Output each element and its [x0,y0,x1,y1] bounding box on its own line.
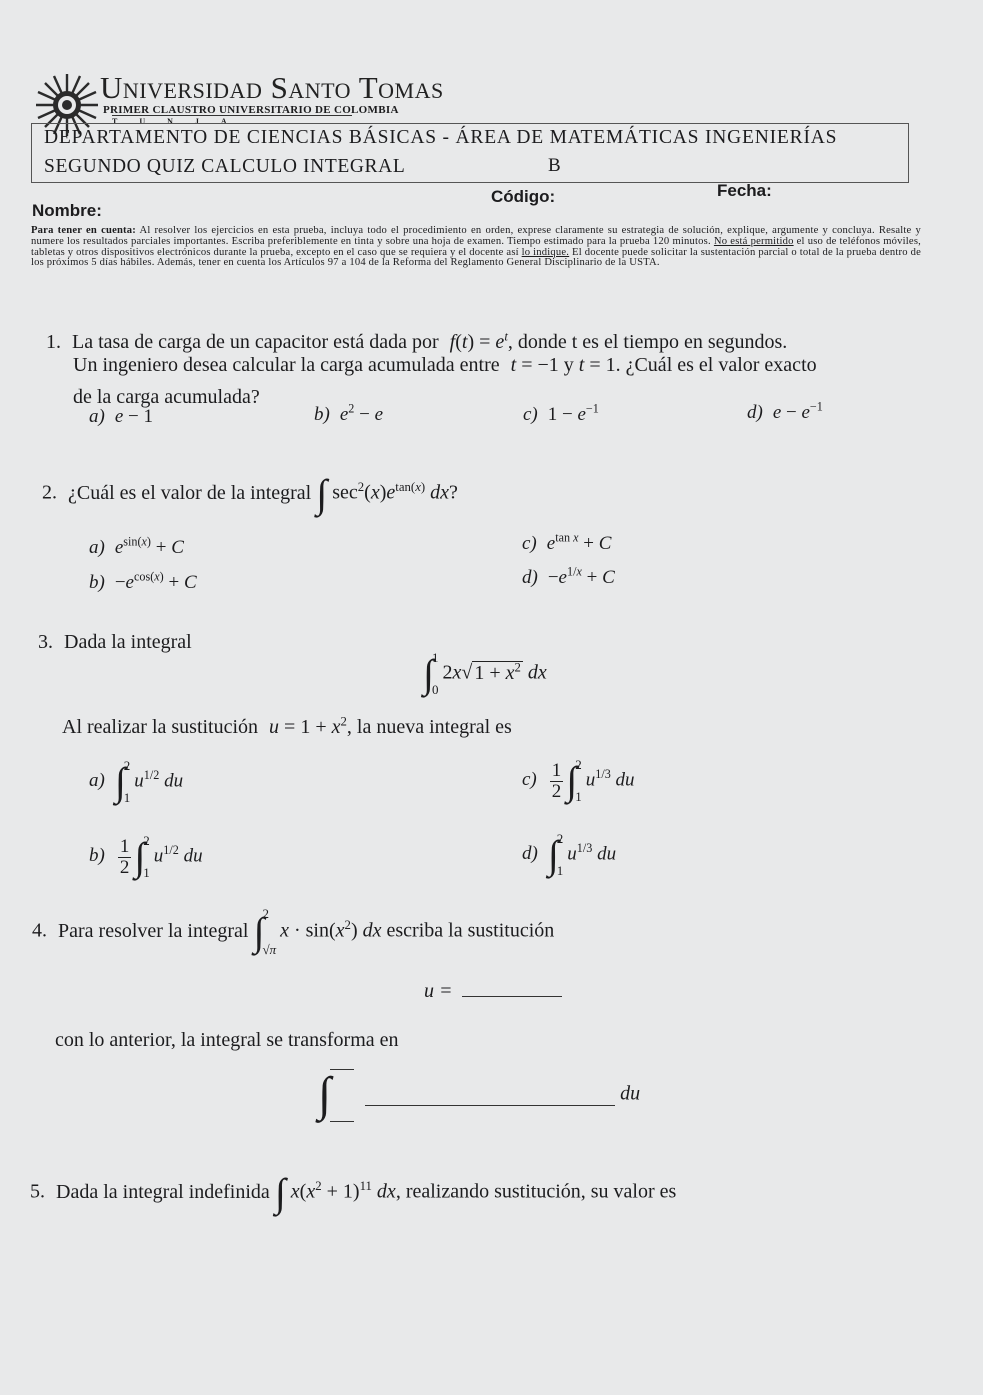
instructions [31,226,921,269]
q2-option-a: a) $e^{sin(x)} + C$ [89,534,184,558]
q3-option-c: c) $\frac{1}{2}$ ∫ 2 1 $u^{1/3}$ du [522,757,635,804]
q5-number: 5. [30,1180,45,1203]
q4-text-a: Para resolver la integral [58,919,249,942]
code-label: Código: [491,187,556,206]
q5-line-1: 5. Dada la integral indefinida ∫ $x(x^2 + 1)^{11}$ dx, realizando sustitución, su valor es [30,1170,677,1215]
q1-line-1: 1. La tasa de carga de un capacitor está dada por $f(t) = e^t$, donde t es el tiempo en segundos. [46,329,788,353]
instructions-text-2: el uso de teléfonos móviles, tabletas y otros dispositivos electrónicos durante la prueba, excepto en el caso que se requiera y el docente así [31,235,921,258]
q2-option-b: $b) -e^{cos(x)} + C$ [89,569,197,593]
q4-line-2: con lo anterior, la integral se transforma en [55,1029,399,1051]
q4-text-b: escriba la sustitución [386,919,555,942]
q1-line2-a: Un ingeniero desea calcular la carga acumulada entre [73,354,500,376]
q4-lower-limit-blank[interactable] [330,1120,354,1122]
university-subtitle: PRIMER CLAUSTRO UNIVERSITARIO DE COLOMBIA [103,104,399,116]
integral-sign-icon: ∫ [316,471,328,516]
q3-text: Dada la integral [64,631,192,653]
q2-line-1: 2. ¿Cuál es el valor de la integral ∫ $\sec^2(x)e^{tan(x)}$ dx? [42,471,458,516]
q2-number: 2. [42,481,57,504]
q1-option-d: d) $e - e^{-1}$ [747,399,823,423]
q5-text-b: , realizando sustitución, su valor es [395,1180,677,1203]
q1-option-a: a) e − 1 [89,406,153,427]
q2-option-d: $d) -e^{1/x} + C$ [522,564,615,588]
q4-u-blank[interactable] [462,980,562,997]
instructions-text-3: El docente puede solicitar la sustentación parcial o total de la prueba dentro de los próximos 5 días hábiles. Además, tener en cuenta los Artículos 97 a 104 de la Reforma del Reglamento General Disciplinario de la USTA. [31,246,921,269]
q1-option-c: c) $1 - e^{-1}$ [523,401,599,425]
q1-text-b: , donde t es el tiempo en segundos. [507,331,788,353]
q3-option-d: d) ∫ 2 1 $u^{1/3}$ du [522,831,617,878]
q4-u-line [424,980,562,1003]
quiz-title: SEGUNDO QUIZ CALCULO INTEGRAL [44,156,406,177]
q5-text-a: Dada la integral indefinida [56,1180,270,1203]
q3-integral: ∫ 1 0 2x√ $1 + x^2$ dx [423,650,547,697]
q1-text-a: La tasa de carga de un capacitor está dada por [72,331,439,353]
department-title: DEPARTAMENTO DE CIENCIAS BÁSICAS - ÁREA DE MATEMÁTICAS INGENIERÍAS [44,127,838,148]
q1-number: 1. [46,331,61,353]
instructions-text-1: Al resolver los ejercicios en esta prueba, incluya todo el procedimiento en orden, exprese claramente su estrategia de solución, explique, argumente y concluya. Resalte y numere los resultados parciales importantes. Escriba preferiblemente en tinta y sobre una hoja de examen. Tiempo estimado para la prueba 120 minutos. [31,225,921,247]
q3-number: 3. [38,631,53,653]
q2-text: ¿Cuál es el valor de la integral [68,481,312,504]
q1-option-b: b) $e^2 - e$ [314,401,383,425]
q3-subst-b: , la nueva integral es [346,716,512,738]
q4-integrand-blank[interactable] [365,1087,615,1106]
q3-option-b: b) $\frac{1}{2}$ ∫ 2 1 $u^{1/2}$ du [89,833,203,880]
q3-subst-a: Al realizar la sustitución [62,716,259,738]
instructions-lead: Para tener en cuenta: [31,225,137,236]
name-label: Nombre: [32,201,102,220]
q4-u-label: u = [424,980,453,1002]
q4-transformed-integral: ∫ du [318,1068,641,1121]
q1-line-2: Un ingeniero desea calcular la carga acumulada entre t = −1 y t = 1. ¿Cuál es el valor exacto [73,354,817,376]
q4-upper-limit-blank[interactable] [330,1068,354,1070]
university-city: TUNJA [112,115,352,126]
q3-line-1 [38,631,192,654]
q4-du: du [620,1082,641,1105]
q3-option-a: a) ∫ 2 1 $u^{1/2}$ du [89,758,184,805]
instructions-underline-1: No está permitido [713,235,794,247]
university-name: Universidad Santo Tomas [100,70,444,105]
quiz-version: B [548,155,561,176]
q4-line-1: 4. Para resolver la integral ∫ 2 √π $x \cdot \sin(x^2)$ dx escriba la sustitución [32,906,555,957]
q3-substitution: Al realizar la sustitución $u = 1 + x^2$, la nueva integral es [62,714,512,738]
date-label: Fecha: [717,181,772,200]
q2-option-c: c) $e^{tan x} + C$ [522,530,612,554]
instructions-underline-2: lo indique. [521,246,570,258]
q1-line2-b: . ¿Cuál es el valor exacto [615,354,817,376]
q1-line2-mid: y [563,354,574,376]
q4-number: 4. [32,919,47,942]
q1-line-3: de la carga acumulada? [73,386,260,408]
